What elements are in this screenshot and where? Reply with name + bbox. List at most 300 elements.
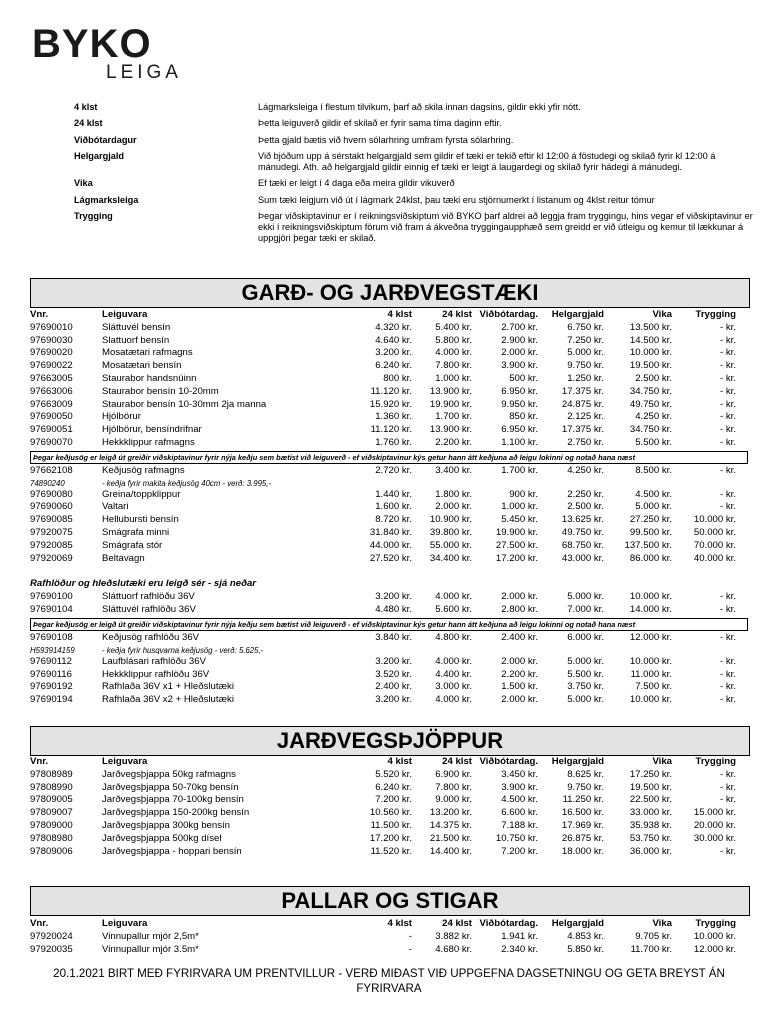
price-24h: 13.900 kr.: [429, 385, 472, 397]
price-weekend: 8.625 kr.: [567, 768, 604, 780]
column-header-price-weekend: Helgargjald: [551, 309, 604, 320]
column-header-deposit: Trygging: [695, 756, 736, 767]
price-4h: 3.840 kr.: [375, 631, 412, 643]
item-name: Vinnupallur mjór 3.5m*: [102, 943, 199, 955]
table-row: [30, 411, 748, 424]
price-week: 12.000 kr.: [629, 631, 672, 643]
table-header-row: [30, 309, 748, 322]
price-24h: 13.200 kr.: [429, 807, 472, 819]
item-number: 97920069: [30, 552, 73, 564]
price-week: 99.500 kr.: [629, 526, 672, 538]
price-week: 7.500 kr.: [635, 681, 672, 693]
price-weekend: 17.375 kr.: [561, 424, 604, 436]
item-name: Vinnupallur mjór 2,5m*: [102, 930, 199, 942]
item-number: 97690050: [30, 411, 73, 423]
price-24h: 7.800 kr.: [435, 781, 472, 793]
price-week: 10.000 kr.: [629, 591, 672, 603]
deposit: - kr.: [720, 694, 736, 706]
price-4h: 11.120 kr.: [370, 385, 412, 397]
item-number: 97690194: [30, 694, 73, 706]
deposit: - kr.: [720, 411, 736, 423]
definition-row: [74, 195, 754, 206]
definition-term: Trygging: [74, 211, 113, 222]
price-24h: 1.000 kr.: [435, 372, 472, 384]
price-weekend: 11.250 kr.: [562, 794, 604, 806]
price-week: 86.000 kr.: [629, 552, 672, 564]
column-header-item-name: Leiguvara: [102, 756, 148, 767]
deposit: - kr.: [720, 794, 736, 806]
item-number: 97920075: [30, 526, 73, 538]
item-number: 97920035: [30, 943, 73, 955]
deposit: 50.000 kr.: [693, 526, 736, 538]
deposit: - kr.: [720, 372, 736, 384]
item-number: 97690116: [30, 668, 72, 680]
item-number: 97809006: [30, 845, 73, 857]
price-24h: 10.900 kr.: [429, 514, 472, 526]
price-weekend: 9.750 kr.: [567, 360, 604, 372]
item-name: Hjólbörur: [102, 411, 141, 423]
logo-wordmark: BYKO: [32, 22, 152, 66]
price-24h: 1.800 kr.: [435, 488, 472, 500]
deposit: - kr.: [720, 347, 736, 359]
price-week: 49.750 kr.: [629, 398, 672, 410]
price-extra-day: 6.950 kr.: [501, 385, 538, 397]
price-week: 10.000 kr.: [629, 694, 672, 706]
price-weekend: 26.875 kr.: [561, 832, 604, 844]
price-weekend: 5.500 kr.: [567, 668, 604, 680]
column-header-item-number: Vnr.: [30, 309, 49, 320]
item-number: 97920085: [30, 539, 73, 551]
price-4h: 3.200 kr.: [375, 694, 412, 706]
price-4h: 10.560 kr.: [369, 807, 412, 819]
deposit: - kr.: [720, 768, 736, 780]
table-pallar: [30, 918, 748, 956]
price-week: 11.000 kr.: [630, 668, 672, 680]
item-name: Staurabor bensín 10-20mm: [102, 385, 219, 397]
price-4h: -: [408, 943, 412, 955]
deposit: - kr.: [720, 360, 736, 372]
price-24h: 39.800 kr.: [429, 526, 472, 538]
price-weekend: 2.250 kr.: [567, 488, 604, 500]
price-extra-day: 2.000 kr.: [501, 694, 538, 706]
chainsaw-note: Þegar keðjusög er leigð út greiðir viðskiptavinur fyrir nýja keðju sem bætist við leiguverð - ef viðskiptavinur kýs getur hann átt keðjuna að leigu lokinni og notað hana næst: [33, 619, 636, 629]
price-4h: 2.720 kr.: [375, 464, 412, 476]
item-name: Sláttuvél rafhlöðu 36V: [102, 604, 196, 616]
deposit: 10.000 kr.: [693, 930, 736, 942]
table-row: [30, 632, 748, 645]
price-weekend: 13.625 kr.: [561, 514, 604, 526]
item-name: Hekkklippur rafmagns: [102, 436, 195, 448]
price-24h: 5.800 kr.: [435, 334, 472, 346]
item-name: Beltavagn: [102, 552, 145, 564]
price-week: 5.500 kr.: [635, 436, 672, 448]
item-number: 97690080: [30, 488, 73, 500]
footer-disclaimer: 20.1.2021 BIRT MEÐ FYRIRVARA UM PRENTVILLUR - VERÐ MIÐAST VIÐ UPPGEFNA DAGSETNINGU OG GETA BREYST ÁN FYRIRVARA: [53, 967, 725, 995]
price-extra-day: 900 kr.: [509, 488, 538, 500]
price-4h: 3.200 kr.: [375, 347, 412, 359]
item-number: 97662108: [30, 464, 73, 476]
price-4h: 6.240 kr.: [375, 360, 412, 372]
deposit: 20.000 kr.: [693, 819, 736, 831]
table-gard: [30, 309, 748, 707]
price-weekend: 2.750 kr.: [567, 436, 604, 448]
item-name: Greina/toppklippur: [102, 488, 181, 500]
price-week: 10.000 kr.: [629, 347, 672, 359]
price-week: 35.938 kr.: [629, 819, 672, 831]
item-number: 97663005: [30, 372, 73, 384]
table-row: [30, 399, 748, 412]
price-extra-day: 2.000 kr.: [501, 347, 538, 359]
table-row: [30, 322, 748, 335]
price-extra-day: 1.100 kr.: [501, 436, 538, 448]
definition-text: Sum tæki leigjum við út í lágmark 24klst, þau tæki eru stjörnumerkt í listanum og 4klst reitur tómur: [258, 194, 655, 205]
price-weekend: 7.000 kr.: [567, 604, 604, 616]
price-4h: 4.640 kr.: [375, 334, 412, 346]
deposit: - kr.: [720, 681, 736, 693]
price-4h: 31.840 kr.: [369, 526, 412, 538]
item-name: Jarðvegsþjappa 300kg bensín: [102, 819, 231, 831]
price-weekend: 2.500 kr.: [567, 501, 604, 513]
column-header-item-name: Leiguvara: [102, 309, 148, 320]
column-header-price-extra-day: Viðbótardag.: [479, 756, 538, 767]
price-4h: 1.600 kr.: [375, 501, 412, 513]
column-header-item-number: Vnr.: [30, 918, 49, 929]
item-name: Jarðvegsþjappa 50-70kg bensín: [102, 781, 239, 793]
table-row: [30, 846, 748, 859]
column-header-price-extra-day: Viðbótardag.: [479, 309, 538, 320]
table-row: [30, 424, 748, 437]
definition-row: [74, 102, 754, 113]
price-extra-day: 27.500 kr.: [495, 539, 538, 551]
table-row: [30, 807, 748, 820]
item-name: Jarðvegsþjappa - hoppari bensín: [102, 845, 242, 857]
item-name: Slattuorf bensín: [102, 334, 170, 346]
table-header-row: [30, 918, 748, 931]
price-extra-day: 2.800 kr.: [501, 604, 538, 616]
price-weekend: 9.750 kr.: [567, 781, 604, 793]
price-24h: 3.400 kr.: [435, 464, 472, 476]
price-extra-day: 1.941 kr.: [501, 930, 538, 942]
table-row: [30, 591, 748, 604]
definition-row: [74, 151, 754, 173]
price-weekend: 4.250 kr.: [567, 464, 604, 476]
column-header-price-weekend: Helgargjald: [551, 756, 604, 767]
price-extra-day: 6.950 kr.: [501, 424, 538, 436]
item-name: Mosatætari rafmagns: [102, 347, 193, 359]
item-name: Staurabor handsnúinn: [102, 372, 197, 384]
definition-text: Lágmarksleiga í flestum tilvikum, þarf að skila innan dagsins, gildir ekki yfir nótt.: [258, 102, 581, 112]
price-4h: 5.520 kr.: [375, 768, 412, 780]
definition-term: Helgargjald: [74, 151, 125, 162]
price-week: 19.500 kr.: [629, 360, 672, 372]
table-row: [30, 669, 748, 682]
price-weekend: 5.000 kr.: [567, 694, 604, 706]
definition-row: [74, 118, 754, 129]
item-number: 97808990: [30, 781, 73, 793]
price-week: 11.700 kr.: [630, 943, 672, 955]
item-number: 97690192: [30, 681, 73, 693]
price-4h: 1.360 kr.: [375, 411, 412, 423]
column-header-price-4h: 4 klst: [387, 918, 412, 929]
table-row: [30, 335, 748, 348]
price-4h: 7.200 kr.: [375, 794, 412, 806]
chain-accessory-note: [30, 645, 748, 656]
chain-accessory-text: - keðja fyrir husqvarna keðjusög - verð: 5.625,-: [102, 645, 264, 655]
price-4h: 11.520 kr.: [370, 845, 412, 857]
price-extra-day: 2.400 kr.: [501, 631, 538, 643]
section-title-jard: JARÐVEGSÞJÖPPUR: [30, 726, 750, 756]
item-number: 97920024: [30, 930, 73, 942]
price-4h: 27.520 kr.: [369, 552, 412, 564]
table-header-row: [30, 756, 748, 769]
price-24h: 4.400 kr.: [435, 668, 472, 680]
price-week: 34.750 kr.: [629, 424, 672, 436]
price-week: 137.500 kr.: [624, 539, 672, 551]
item-number: 97808980: [30, 832, 73, 844]
definition-text: Þetta gjald bætis við hvern sólarhring umfram fyrsta sólarhring.: [258, 134, 514, 145]
table-row: [30, 694, 748, 707]
definition-text: Við bjóðum upp á sérstakt helgargjald sem gildir ef tæki er tekið eftir kl 12:00 á föstudegi og skilað fyrir kl 12:00 á mánudegi. Ath. að helgargjald gildir einnig ef tæki er leigt á laugardegi og skilað fyrir hádegi á mánudegi.: [258, 151, 716, 172]
price-extra-day: 1.700 kr.: [501, 464, 538, 476]
column-header-price-week: Vika: [652, 756, 672, 767]
price-week: 34.750 kr.: [629, 385, 672, 397]
table-row: [30, 540, 748, 553]
section-title-pallar: PALLAR OG STIGAR: [30, 886, 750, 916]
chain-accessory-code: 74890240: [30, 478, 65, 488]
item-name: Jarðvegsþjappa 50kg rafmagns: [102, 768, 236, 780]
price-4h: 1.440 kr.: [375, 488, 412, 500]
item-number: 97663009: [30, 398, 73, 410]
item-number: 97663006: [30, 385, 73, 397]
price-extra-day: 2.000 kr.: [501, 655, 538, 667]
price-4h: 11.500 kr.: [370, 819, 412, 831]
deposit: - kr.: [720, 655, 736, 667]
item-name: Valtari: [102, 501, 129, 513]
deposit: 40.000 kr.: [693, 552, 736, 564]
price-24h: 9.000 kr.: [435, 794, 472, 806]
price-week: 27.250 kr.: [629, 514, 672, 526]
price-24h: 4.000 kr.: [435, 655, 472, 667]
price-24h: 13.900 kr.: [429, 424, 472, 436]
price-4h: 4.480 kr.: [375, 604, 412, 616]
price-week: 14.000 kr.: [629, 604, 672, 616]
table-row: [30, 820, 748, 833]
definition-term: Vika: [74, 178, 93, 189]
table-row: [30, 769, 748, 782]
column-header-item-name: Leiguvara: [102, 918, 148, 929]
table-row: [30, 360, 748, 373]
table-row: [30, 656, 748, 669]
table-row: [30, 373, 748, 386]
deposit: - kr.: [720, 398, 736, 410]
table-row: [30, 437, 748, 450]
deposit: 12.000 kr.: [693, 943, 736, 955]
price-extra-day: 2.700 kr.: [501, 321, 538, 333]
price-24h: 6.900 kr.: [435, 768, 472, 780]
deposit: - kr.: [720, 488, 736, 500]
price-weekend: 5.000 kr.: [567, 655, 604, 667]
price-24h: 55.000 kr.: [429, 539, 472, 551]
price-extra-day: 1.000 kr.: [501, 501, 538, 513]
price-extra-day: 3.450 kr.: [501, 768, 538, 780]
price-24h: 34.400 kr.: [429, 552, 472, 564]
price-extra-day: 17.200 kr.: [495, 552, 538, 564]
price-week: 19.500 kr.: [629, 781, 672, 793]
price-weekend: 49.750 kr.: [561, 526, 604, 538]
price-week: 17.250 kr.: [629, 768, 672, 780]
deposit: - kr.: [720, 631, 736, 643]
price-weekend: 18.000 kr.: [561, 845, 604, 857]
price-4h: 4.320 kr.: [375, 321, 412, 333]
item-number: 97690112: [30, 655, 72, 667]
column-header-price-week: Vika: [652, 918, 672, 929]
price-24h: 2.200 kr.: [435, 436, 472, 448]
column-header-deposit: Trygging: [695, 309, 736, 320]
table-row: [30, 931, 748, 944]
deposit: 15.000 kr.: [693, 807, 736, 819]
price-extra-day: 2.000 kr.: [501, 591, 538, 603]
column-header-price-24h: 24 klst: [442, 309, 472, 320]
column-header-item-number: Vnr.: [30, 756, 49, 767]
price-weekend: 17.375 kr.: [561, 385, 604, 397]
section-title-gard: GARÐ- OG JARÐVEGSTÆKI: [30, 278, 750, 308]
price-24h: 14.375 kr.: [429, 819, 472, 831]
price-extra-day: 9.950 kr.: [501, 398, 538, 410]
price-24h: 7.800 kr.: [435, 360, 472, 372]
price-week: 10.000 kr.: [629, 655, 672, 667]
price-weekend: 68.750 kr.: [561, 539, 604, 551]
item-number: 97808989: [30, 768, 73, 780]
price-24h: 4.000 kr.: [435, 347, 472, 359]
item-name: Sláttuvél bensín: [102, 321, 171, 333]
deposit: 10.000 kr.: [693, 514, 736, 526]
table-jard: [30, 756, 748, 858]
deposit: - kr.: [720, 781, 736, 793]
table-row: [30, 347, 748, 360]
item-name: Jarðvegsþjappa 500kg dísel: [102, 832, 222, 844]
table-row: [30, 465, 748, 478]
price-24h: 4.680 kr.: [435, 943, 472, 955]
logo-subtitle: LEIGA: [106, 62, 182, 83]
definition-term: 24 klst: [74, 118, 103, 129]
price-4h: 2.400 kr.: [375, 681, 412, 693]
chain-accessory-text: - keðja fyrir makita keðjusög 40cm - verð: 3.995,-: [102, 478, 271, 488]
item-name: Jarðvegsþjappa 70-100kg bensín: [102, 794, 244, 806]
item-name: Keðjusög rafmagns: [102, 464, 185, 476]
price-weekend: 24.875 kr.: [561, 398, 604, 410]
price-weekend: 16.500 kr.: [561, 807, 604, 819]
price-weekend: 4.853 kr.: [567, 930, 604, 942]
item-number: 97690020: [30, 347, 73, 359]
price-week: 8.500 kr.: [635, 464, 672, 476]
deposit: 70.000 kr.: [693, 539, 736, 551]
deposit: - kr.: [720, 464, 736, 476]
item-number: 97690051: [30, 424, 73, 436]
definition-row: [74, 135, 754, 146]
deposit: - kr.: [720, 668, 736, 680]
price-week: 13.500 kr.: [629, 321, 672, 333]
price-week: 9.705 kr.: [635, 930, 672, 942]
definition-term: Viðbótardagur: [74, 134, 137, 145]
item-name: Jarðvegsþjappa 150-200kg bensín: [102, 807, 250, 819]
price-extra-day: 3.900 kr.: [501, 781, 538, 793]
price-extra-day: 7.200 kr.: [501, 845, 538, 857]
item-name: Keðjusög rafhlöðu 36V: [102, 631, 200, 643]
price-extra-day: 2.900 kr.: [501, 334, 538, 346]
spacer: [30, 565, 748, 573]
column-header-price-week: Vika: [652, 309, 672, 320]
definitions-list: [74, 102, 754, 249]
price-24h: 5.600 kr.: [435, 604, 472, 616]
deposit: - kr.: [720, 385, 736, 397]
price-extra-day: 10.750 kr.: [495, 832, 538, 844]
column-header-price-extra-day: Viðbótardag.: [479, 918, 538, 929]
price-weekend: 17.969 kr.: [561, 819, 604, 831]
chain-accessory-note: [30, 478, 748, 489]
price-4h: 6.240 kr.: [375, 781, 412, 793]
price-weekend: 7.250 kr.: [567, 334, 604, 346]
price-weekend: 5.000 kr.: [567, 347, 604, 359]
table-row: [30, 553, 748, 566]
price-weekend: 5.850 kr.: [567, 943, 604, 955]
column-header-deposit: Trygging: [695, 918, 736, 929]
price-24h: 3.000 kr.: [435, 681, 472, 693]
price-4h: 3.200 kr.: [375, 655, 412, 667]
table-row: [30, 681, 748, 694]
item-name: Rafhlaða 36V x2 + Hleðslutæki: [102, 694, 234, 706]
price-4h: 3.520 kr.: [375, 668, 412, 680]
price-24h: 4.800 kr.: [435, 631, 472, 643]
price-extra-day: 3.900 kr.: [501, 360, 538, 372]
price-week: 4.250 kr.: [635, 411, 672, 423]
price-week: 14.500 kr.: [629, 334, 672, 346]
deposit: - kr.: [720, 334, 736, 346]
table-row: [30, 782, 748, 795]
item-number: 97809000: [30, 819, 73, 831]
price-4h: 11.120 kr.: [370, 424, 412, 436]
price-weekend: 3.750 kr.: [567, 681, 604, 693]
definition-text: Þetta leiguverð gildir ef skilað er fyrir sama tíma daginn eftir.: [258, 118, 502, 129]
column-header-price-24h: 24 klst: [442, 918, 472, 929]
column-header-price-24h: 24 klst: [442, 756, 472, 767]
price-24h: 5.400 kr.: [435, 321, 472, 333]
price-4h: 17.200 kr.: [369, 832, 412, 844]
item-number: 97690070: [30, 436, 73, 448]
definition-row: [74, 178, 754, 189]
price-extra-day: 2.200 kr.: [501, 668, 538, 680]
price-week: 36.000 kr.: [629, 845, 672, 857]
deposit: - kr.: [720, 501, 736, 513]
price-extra-day: 19.900 kr.: [495, 526, 538, 538]
table-row: [30, 514, 748, 527]
definition-row: [74, 211, 754, 243]
price-4h: 8.720 kr.: [375, 514, 412, 526]
item-name: Hekkklippur rafhlöðu 36V: [102, 668, 210, 680]
table-row: [30, 794, 748, 807]
table-row: [30, 501, 748, 514]
price-4h: 1.760 kr.: [375, 436, 412, 448]
price-24h: 4.000 kr.: [435, 591, 472, 603]
deposit: 30.000 kr.: [693, 832, 736, 844]
table-row: [30, 944, 748, 957]
chainsaw-note-box: [30, 451, 748, 464]
item-name: Hellubursti bensín: [102, 514, 179, 526]
price-extra-day: 1.500 kr.: [501, 681, 538, 693]
item-number: 97690010: [30, 321, 73, 333]
chain-accessory-code: H593914159: [30, 645, 75, 655]
price-24h: 3.882 kr.: [435, 930, 472, 942]
definition-term: 4 klst: [74, 102, 98, 112]
